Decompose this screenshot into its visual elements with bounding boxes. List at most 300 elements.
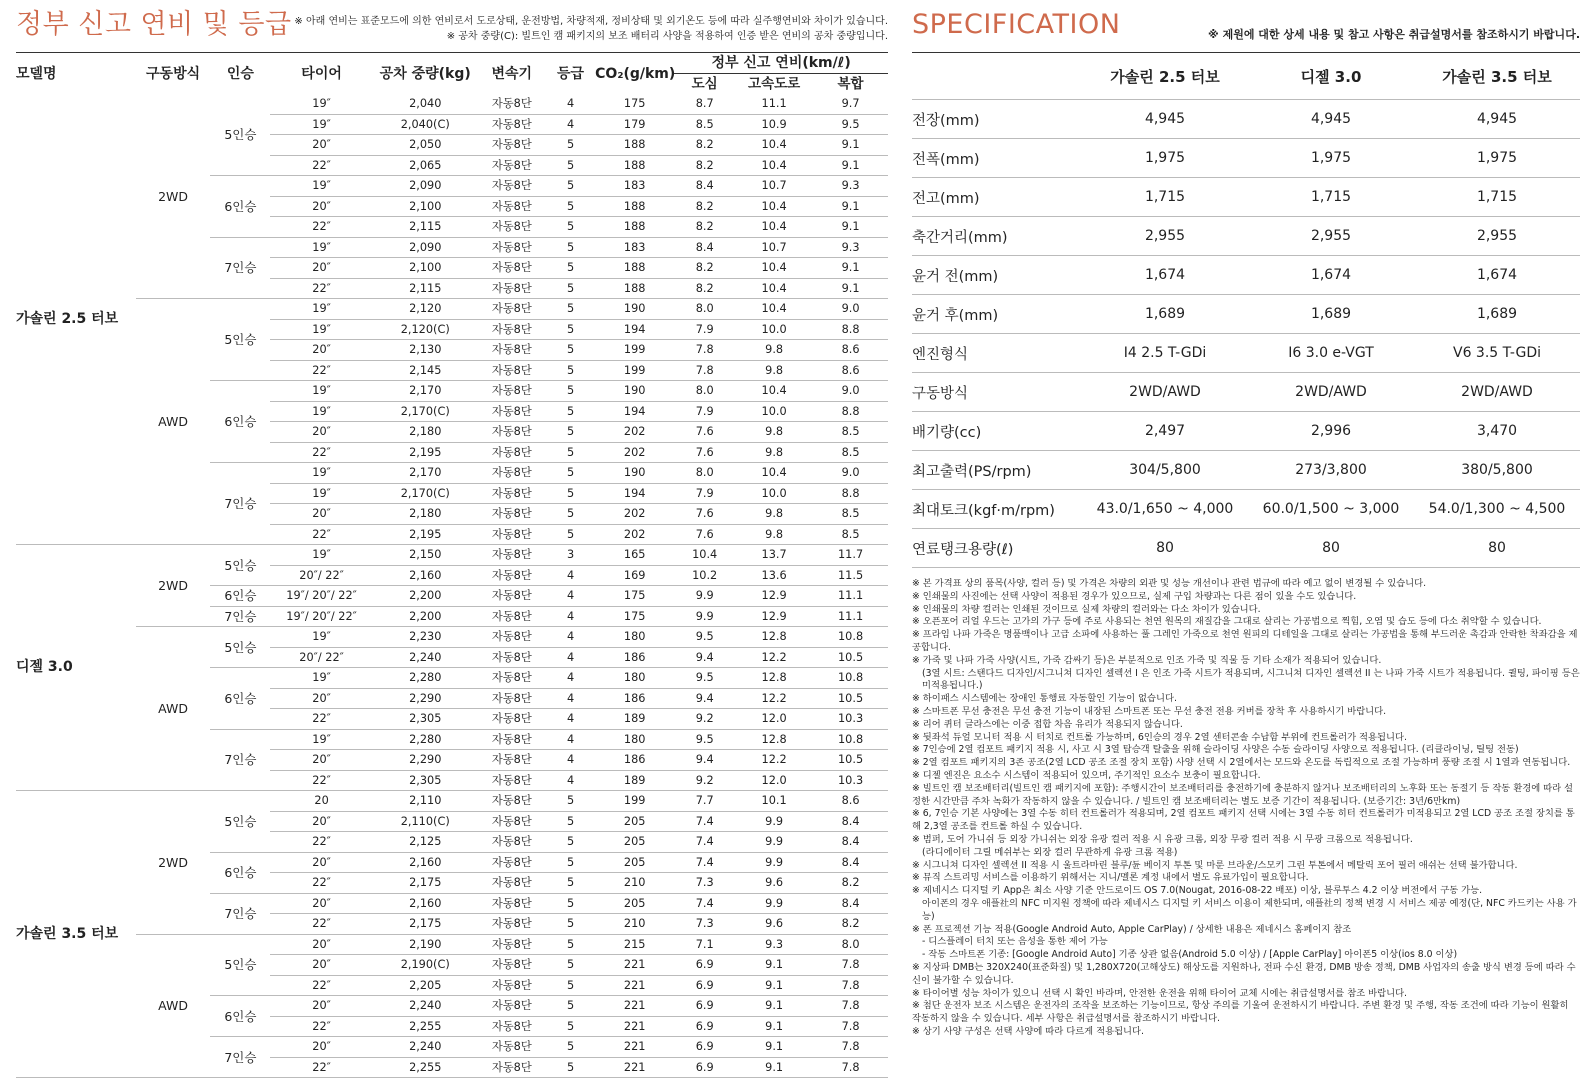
tire-cell: 19″/ 20″/ 22″ xyxy=(270,586,373,607)
combined-cell: 8.6 xyxy=(813,360,888,381)
table-row xyxy=(16,94,888,114)
co2-cell: 165 xyxy=(595,545,674,566)
weight-cell: 2,065 xyxy=(373,155,478,176)
tire-cell: 22″ xyxy=(270,524,373,545)
combined-cell: 9.5 xyxy=(813,114,888,135)
weight-cell: 2,040 xyxy=(373,94,478,114)
header-model: 모델명 xyxy=(16,65,57,82)
highway-cell: 9.6 xyxy=(735,914,813,935)
grade-cell: 5 xyxy=(546,463,595,484)
seats-cell: 7인승 xyxy=(210,237,270,299)
transmission-cell: 자동8단 xyxy=(478,709,546,730)
spec-row xyxy=(912,412,1580,451)
weight-cell: 2,290 xyxy=(373,688,478,709)
co2-cell: 188 xyxy=(595,258,674,279)
grade-cell: 5 xyxy=(546,422,595,443)
city-cell: 9.2 xyxy=(674,709,735,730)
tire-cell: 20″ xyxy=(270,1037,373,1058)
spec-header-col: 가솔린 3.5 터보 xyxy=(1414,53,1580,100)
table-row xyxy=(16,299,888,320)
footnote: ※ 상기 사양 구성은 선택 사양에 따라 다르게 적용됩니다. xyxy=(912,1025,1144,1037)
grade-cell: 5 xyxy=(546,299,595,320)
weight-cell: 2,115 xyxy=(373,278,478,299)
co2-cell: 188 xyxy=(595,278,674,299)
spec-value: 1,715 xyxy=(1082,178,1248,217)
spec-row xyxy=(912,373,1580,412)
combined-cell: 10.3 xyxy=(813,770,888,791)
fuel-notes xyxy=(294,14,888,44)
model-name-cell: 가솔린 2.5 터보 xyxy=(16,94,136,545)
combined-cell: 11.5 xyxy=(813,565,888,586)
grade-cell: 4 xyxy=(546,729,595,750)
header-highway: 고속도로 xyxy=(748,76,801,92)
weight-cell: 2,170 xyxy=(373,463,478,484)
co2-cell: 205 xyxy=(595,811,674,832)
co2-cell: 186 xyxy=(595,750,674,771)
co2-cell: 210 xyxy=(595,873,674,894)
weight-cell: 2,175 xyxy=(373,873,478,894)
seats-cell: 7인승 xyxy=(210,1037,270,1078)
transmission-cell: 자동8단 xyxy=(478,176,546,197)
transmission-cell: 자동8단 xyxy=(478,463,546,484)
spec-value: 80 xyxy=(1082,529,1248,568)
spec-label: 전폭(mm) xyxy=(912,139,1082,178)
highway-cell: 9.9 xyxy=(735,832,813,853)
fuel-table-body xyxy=(16,94,888,1078)
grade-cell: 4 xyxy=(546,627,595,648)
city-cell: 7.3 xyxy=(674,914,735,935)
combined-cell: 7.8 xyxy=(813,1016,888,1037)
spec-label: 최고출력(PS/rpm) xyxy=(912,451,1082,490)
transmission-cell: 자동8단 xyxy=(478,975,546,996)
spec-value: 43.0/1,650 ~ 4,000 xyxy=(1082,490,1248,529)
weight-cell: 2,280 xyxy=(373,729,478,750)
combined-cell: 7.8 xyxy=(813,955,888,976)
city-cell: 9.9 xyxy=(674,586,735,607)
highway-cell: 9.8 xyxy=(735,442,813,463)
city-cell: 7.4 xyxy=(674,852,735,873)
combined-cell: 7.8 xyxy=(813,996,888,1017)
co2-cell: 186 xyxy=(595,647,674,668)
weight-cell: 2,195 xyxy=(373,442,478,463)
spec-footnotes xyxy=(912,578,1580,1039)
spec-row xyxy=(912,217,1580,256)
city-cell: 10.2 xyxy=(674,565,735,586)
spec-value: 380/5,800 xyxy=(1414,451,1580,490)
co2-cell: 179 xyxy=(595,114,674,135)
grade-cell: 5 xyxy=(546,196,595,217)
weight-cell: 2,040(C) xyxy=(373,114,478,135)
highway-cell: 9.6 xyxy=(735,873,813,894)
combined-cell: 9.1 xyxy=(813,135,888,156)
co2-cell: 202 xyxy=(595,504,674,525)
highway-cell: 9.3 xyxy=(735,934,813,955)
co2-cell: 205 xyxy=(595,832,674,853)
seats-cell: 7인승 xyxy=(210,729,270,791)
spec-header-blank xyxy=(912,53,1082,100)
transmission-cell: 자동8단 xyxy=(478,504,546,525)
footnote: - 작동 스마트폰 기종: [Google Android Auto] 기종 상관 없음(Android 5.0 이상) / [Apple CarPlay] 아이폰5 이상(ios 8.0 이상) xyxy=(922,949,1458,961)
highway-cell: 10.4 xyxy=(735,217,813,238)
weight-cell: 2,170 xyxy=(373,381,478,402)
tire-cell: 19″ xyxy=(270,319,373,340)
city-cell: 9.4 xyxy=(674,750,735,771)
transmission-cell: 자동8단 xyxy=(478,217,546,238)
footnote: ※ 프라임 나파 가죽은 명품백이나 고급 소파에 사용하는 풀 그레인 가죽으로 천연 원피의 디테일을 그대로 살리는 가공법을 통해 부드러운 촉감과 안락한 착좌감을 제공합니다. xyxy=(912,629,1578,653)
grade-cell: 5 xyxy=(546,381,595,402)
footnote: - 디스플레이 터치 또는 음성을 통한 제어 가능 xyxy=(922,936,1108,948)
tire-cell: 19″ xyxy=(270,463,373,484)
co2-cell: 180 xyxy=(595,729,674,750)
tire-cell: 19″ xyxy=(270,114,373,135)
footnote: ※ 리어 퀴터 글라스에는 이중 접합 차음 유리가 적용되지 않습니다. xyxy=(912,718,1183,730)
highway-cell: 10.0 xyxy=(735,319,813,340)
tire-cell: 19″ xyxy=(270,668,373,689)
grade-cell: 5 xyxy=(546,483,595,504)
co2-cell: 194 xyxy=(595,319,674,340)
spec-value: 2WD/AWD xyxy=(1248,373,1414,412)
highway-cell: 10.7 xyxy=(735,237,813,258)
combined-cell: 10.8 xyxy=(813,668,888,689)
spec-value: 3,470 xyxy=(1414,412,1580,451)
weight-cell: 2,190 xyxy=(373,934,478,955)
weight-cell: 2,160 xyxy=(373,852,478,873)
transmission-cell: 자동8단 xyxy=(478,893,546,914)
co2-cell: 190 xyxy=(595,299,674,320)
footnote: ※ 오픈포어 리얼 우드는 고가의 가구 등에 주로 사용되는 천연 원목의 재질감을 그대로 살리는 가공법으로 찍힘, 오염 및 습도 등에 다소 취약할 수 있습니다. xyxy=(912,616,1542,628)
highway-cell: 12.2 xyxy=(735,688,813,709)
spec-value: 1,715 xyxy=(1248,178,1414,217)
highway-cell: 9.8 xyxy=(735,340,813,361)
spec-value: 2,955 xyxy=(1248,217,1414,256)
tire-cell: 20″ xyxy=(270,688,373,709)
transmission-cell: 자동8단 xyxy=(478,442,546,463)
co2-cell: 175 xyxy=(595,94,674,114)
grade-cell: 5 xyxy=(546,1057,595,1078)
weight-cell: 2,090 xyxy=(373,237,478,258)
footnote: ※ 인쇄물의 사진에는 선택 사양이 적용된 경우가 있으므로, 실제 구입 차량과는 다른 점이 있을 수도 있습니다. xyxy=(912,590,1357,602)
spec-value: I6 3.0 e-VGT xyxy=(1248,334,1414,373)
city-cell: 8.5 xyxy=(674,114,735,135)
highway-cell: 9.1 xyxy=(735,996,813,1017)
weight-cell: 2,230 xyxy=(373,627,478,648)
seats-cell: 7인승 xyxy=(210,606,270,627)
highway-cell: 10.0 xyxy=(735,483,813,504)
co2-cell: 180 xyxy=(595,627,674,648)
tire-cell: 22″ xyxy=(270,1016,373,1037)
transmission-cell: 자동8단 xyxy=(478,955,546,976)
weight-cell: 2,160 xyxy=(373,893,478,914)
city-cell: 7.9 xyxy=(674,401,735,422)
co2-cell: 183 xyxy=(595,237,674,258)
spec-value: 1,674 xyxy=(1082,256,1248,295)
table-row xyxy=(16,627,888,648)
highway-cell: 12.2 xyxy=(735,647,813,668)
highway-cell: 9.8 xyxy=(735,524,813,545)
weight-cell: 2,160 xyxy=(373,565,478,586)
header-tire: 타이어 xyxy=(301,65,342,82)
transmission-cell: 자동8단 xyxy=(478,586,546,607)
city-cell: 6.9 xyxy=(674,975,735,996)
tire-cell: 20″ xyxy=(270,135,373,156)
weight-cell: 2,200 xyxy=(373,606,478,627)
grade-cell: 5 xyxy=(546,155,595,176)
tire-cell: 20″ xyxy=(270,955,373,976)
highway-cell: 12.0 xyxy=(735,709,813,730)
transmission-cell: 자동8단 xyxy=(478,873,546,894)
city-cell: 8.7 xyxy=(674,94,735,114)
transmission-cell: 자동8단 xyxy=(478,1016,546,1037)
city-cell: 8.2 xyxy=(674,155,735,176)
transmission-cell: 자동8단 xyxy=(478,483,546,504)
weight-cell: 2,170(C) xyxy=(373,401,478,422)
co2-cell: 189 xyxy=(595,770,674,791)
spec-label: 윤거 전(mm) xyxy=(912,256,1082,295)
spec-label: 구동방식 xyxy=(912,373,1082,412)
transmission-cell: 자동8단 xyxy=(478,811,546,832)
highway-cell: 9.8 xyxy=(735,360,813,381)
city-cell: 7.4 xyxy=(674,832,735,853)
combined-cell: 8.0 xyxy=(813,934,888,955)
tire-cell: 19″ xyxy=(270,729,373,750)
grade-cell: 5 xyxy=(546,504,595,525)
spec-section-title: SPECIFICATION xyxy=(912,9,1121,40)
city-cell: 7.4 xyxy=(674,893,735,914)
drive-cell: 2WD xyxy=(136,791,211,935)
footnote: ※ 시그니쳐 디자인 셀렉션 II 적용 시 울트라마린 블루/듄 베이지 투톤 및 마룬 브라운/스모키 그린 투톤에서 메탈릭 포어 필러 애쉬는 선택 불가합니다. xyxy=(912,859,1518,871)
spec-row xyxy=(912,256,1580,295)
grade-cell: 5 xyxy=(546,832,595,853)
grade-cell: 4 xyxy=(546,688,595,709)
grade-cell: 4 xyxy=(546,647,595,668)
spec-value: 2WD/AWD xyxy=(1082,373,1248,412)
combined-cell: 8.4 xyxy=(813,811,888,832)
city-cell: 9.4 xyxy=(674,688,735,709)
combined-cell: 10.5 xyxy=(813,688,888,709)
spec-value: 4,945 xyxy=(1248,100,1414,139)
model-name-cell: 디젤 3.0 xyxy=(16,545,136,791)
co2-cell: 199 xyxy=(595,791,674,812)
combined-cell: 8.6 xyxy=(813,791,888,812)
spec-label: 전장(mm) xyxy=(912,100,1082,139)
city-cell: 7.7 xyxy=(674,791,735,812)
grade-cell: 5 xyxy=(546,934,595,955)
spec-value: 54.0/1,300 ~ 4,500 xyxy=(1414,490,1580,529)
co2-cell: 202 xyxy=(595,422,674,443)
highway-cell: 10.4 xyxy=(735,196,813,217)
weight-cell: 2,280 xyxy=(373,668,478,689)
footnote: ※ 인쇄물의 차량 컬러는 인쇄된 것이므로 실제 차량의 컬러와는 다소 차이가 있습니다. xyxy=(912,603,1261,615)
highway-cell: 10.0 xyxy=(735,401,813,422)
combined-cell: 9.1 xyxy=(813,278,888,299)
tire-cell: 20″ xyxy=(270,258,373,279)
combined-cell: 8.6 xyxy=(813,340,888,361)
fuel-note: ※ 아래 연비는 표준모드에 의한 연비로서 도로상태, 운전방법, 차량적재, 정비상태 및 외기온도 등에 따라 실주행연비와 차이가 있습니다. xyxy=(294,16,888,27)
spec-row xyxy=(912,295,1580,334)
tire-cell: 22″ xyxy=(270,770,373,791)
tire-cell: 22″ xyxy=(270,975,373,996)
transmission-cell: 자동8단 xyxy=(478,524,546,545)
combined-cell: 8.5 xyxy=(813,442,888,463)
combined-cell: 10.5 xyxy=(813,647,888,668)
spec-row xyxy=(912,451,1580,490)
header-weight: 공차 중량(kg) xyxy=(379,65,471,82)
combined-cell: 9.1 xyxy=(813,217,888,238)
combined-cell: 8.2 xyxy=(813,873,888,894)
fuel-efficiency-table xyxy=(16,52,888,1078)
transmission-cell: 자동8단 xyxy=(478,770,546,791)
weight-cell: 2,180 xyxy=(373,422,478,443)
highway-cell: 10.9 xyxy=(735,114,813,135)
weight-cell: 2,180 xyxy=(373,504,478,525)
transmission-cell: 자동8단 xyxy=(478,832,546,853)
city-cell: 8.2 xyxy=(674,196,735,217)
city-cell: 8.2 xyxy=(674,258,735,279)
highway-cell: 12.8 xyxy=(735,729,813,750)
weight-cell: 2,255 xyxy=(373,1016,478,1037)
weight-cell: 2,205 xyxy=(373,975,478,996)
grade-cell: 4 xyxy=(546,586,595,607)
highway-cell: 10.7 xyxy=(735,176,813,197)
weight-cell: 2,090 xyxy=(373,176,478,197)
combined-cell: 8.4 xyxy=(813,852,888,873)
weight-cell: 2,130 xyxy=(373,340,478,361)
footnote: ※ 범퍼, 도어 가니쉬 등 외장 가니쉬는 외장 유광 컬러 적용 시 유광 크롬, 외장 무광 컬러 적용 시 무광 크롬으로 적용됩니다. xyxy=(912,833,1413,845)
combined-cell: 8.8 xyxy=(813,319,888,340)
spec-value: 1,674 xyxy=(1414,256,1580,295)
spec-row xyxy=(912,139,1580,178)
transmission-cell: 자동8단 xyxy=(478,750,546,771)
spec-row xyxy=(912,100,1580,139)
spec-row xyxy=(912,334,1580,373)
tire-cell: 22″ xyxy=(270,360,373,381)
highway-cell: 11.1 xyxy=(735,94,813,114)
grade-cell: 4 xyxy=(546,709,595,730)
combined-cell: 9.0 xyxy=(813,381,888,402)
spec-value: 1,689 xyxy=(1414,295,1580,334)
tire-cell: 20 xyxy=(270,791,373,812)
seats-cell: 7인승 xyxy=(210,463,270,545)
transmission-cell: 자동8단 xyxy=(478,565,546,586)
highway-cell: 9.1 xyxy=(735,1016,813,1037)
grade-cell: 5 xyxy=(546,955,595,976)
city-cell: 7.6 xyxy=(674,422,735,443)
co2-cell: 221 xyxy=(595,996,674,1017)
grade-cell: 4 xyxy=(546,94,595,114)
spec-value: 4,945 xyxy=(1082,100,1248,139)
highway-cell: 10.4 xyxy=(735,155,813,176)
grade-cell: 5 xyxy=(546,996,595,1017)
co2-cell: 188 xyxy=(595,217,674,238)
tire-cell: 22″ xyxy=(270,217,373,238)
co2-cell: 205 xyxy=(595,852,674,873)
weight-cell: 2,120(C) xyxy=(373,319,478,340)
transmission-cell: 자동8단 xyxy=(478,852,546,873)
grade-cell: 5 xyxy=(546,176,595,197)
spec-row xyxy=(912,529,1580,568)
highway-cell: 10.4 xyxy=(735,299,813,320)
highway-cell: 9.8 xyxy=(735,422,813,443)
combined-cell: 10.8 xyxy=(813,627,888,648)
transmission-cell: 자동8단 xyxy=(478,647,546,668)
grade-cell: 5 xyxy=(546,442,595,463)
tire-cell: 19″ xyxy=(270,483,373,504)
weight-cell: 2,115 xyxy=(373,217,478,238)
grade-cell: 5 xyxy=(546,401,595,422)
highway-cell: 10.4 xyxy=(735,278,813,299)
weight-cell: 2,170(C) xyxy=(373,483,478,504)
tire-cell: 19″ xyxy=(270,176,373,197)
tire-cell: 19″ xyxy=(270,237,373,258)
city-cell: 6.9 xyxy=(674,1057,735,1078)
combined-cell: 11.7 xyxy=(813,545,888,566)
tire-cell: 20″ xyxy=(270,811,373,832)
transmission-cell: 자동8단 xyxy=(478,422,546,443)
footnote: ※ 첨단 운전자 보조 시스템은 운전자의 조작을 보조하는 기능이므로, 항상 주의를 기울여 운전하시기 바랍니다. 주변 환경 및 주행, 작동 조건에 따라 기능이 원활히 작동하지 않을 수 있습니다. 세부 사항은 취급설명서를 참조하시기 바랍니다. xyxy=(912,1000,1569,1025)
spec-value: 1,975 xyxy=(1082,139,1248,178)
tire-cell: 19″ xyxy=(270,401,373,422)
specification-section xyxy=(912,8,1580,1039)
co2-cell: 221 xyxy=(595,955,674,976)
spec-header-col: 디젤 3.0 xyxy=(1248,53,1414,100)
combined-cell: 8.5 xyxy=(813,422,888,443)
co2-cell: 221 xyxy=(595,1057,674,1078)
spec-value: V6 3.5 T-GDi xyxy=(1414,334,1580,373)
table-row xyxy=(16,791,888,812)
grade-cell: 5 xyxy=(546,852,595,873)
grade-cell: 4 xyxy=(546,770,595,791)
spec-label: 엔진형식 xyxy=(912,334,1082,373)
grade-cell: 5 xyxy=(546,340,595,361)
co2-cell: 202 xyxy=(595,442,674,463)
spec-value: 304/5,800 xyxy=(1082,451,1248,490)
tire-cell: 22″ xyxy=(270,278,373,299)
weight-cell: 2,175 xyxy=(373,914,478,935)
seats-cell: 5인승 xyxy=(210,299,270,381)
footnote: ※ 본 가격표 상의 품목(사양, 컬러 등) 및 가격은 차량의 외관 및 성능 개선이나 관련 법규에 따라 예고 없이 변경될 수 있습니다. xyxy=(912,578,1427,589)
header-combined: 복합 xyxy=(837,76,864,92)
grade-cell: 5 xyxy=(546,893,595,914)
fuel-efficiency-section xyxy=(16,8,888,1078)
seats-cell: 6인승 xyxy=(210,586,270,607)
co2-cell: 199 xyxy=(595,360,674,381)
combined-cell: 8.4 xyxy=(813,832,888,853)
header-co2: CO₂(g/km) xyxy=(595,65,676,82)
highway-cell: 10.4 xyxy=(735,135,813,156)
transmission-cell: 자동8단 xyxy=(478,934,546,955)
footnote: ※ 가죽 및 나파 가죽 사양(시트, 가죽 감싸기 등)은 부분적으로 인조 가죽 및 직물 등 기타 소재가 적용되어 있습니다. xyxy=(912,654,1382,666)
grade-cell: 5 xyxy=(546,1016,595,1037)
highway-cell: 9.1 xyxy=(735,955,813,976)
footnote: ※ 뒷좌석 듀얼 모니터 적용 시 터치로 컨트롤 가능하며, 6인승의 경우 2열 센터콘솔 수납함 부위에 컨트롤러가 적용됩니다. xyxy=(912,731,1407,743)
city-cell: 6.9 xyxy=(674,955,735,976)
city-cell: 9.9 xyxy=(674,606,735,627)
seats-cell: 7인승 xyxy=(210,893,270,934)
tire-cell: 22″ xyxy=(270,442,373,463)
spec-label: 전고(mm) xyxy=(912,178,1082,217)
seats-cell: 6인승 xyxy=(210,996,270,1037)
spec-value: 2,996 xyxy=(1248,412,1414,451)
co2-cell: 188 xyxy=(595,135,674,156)
tire-cell: 20″ xyxy=(270,340,373,361)
co2-cell: 221 xyxy=(595,1016,674,1037)
grade-cell: 5 xyxy=(546,873,595,894)
grade-cell: 5 xyxy=(546,135,595,156)
transmission-cell: 자동8단 xyxy=(478,914,546,935)
weight-cell: 2,200 xyxy=(373,586,478,607)
combined-cell: 9.0 xyxy=(813,463,888,484)
city-cell: 8.4 xyxy=(674,237,735,258)
